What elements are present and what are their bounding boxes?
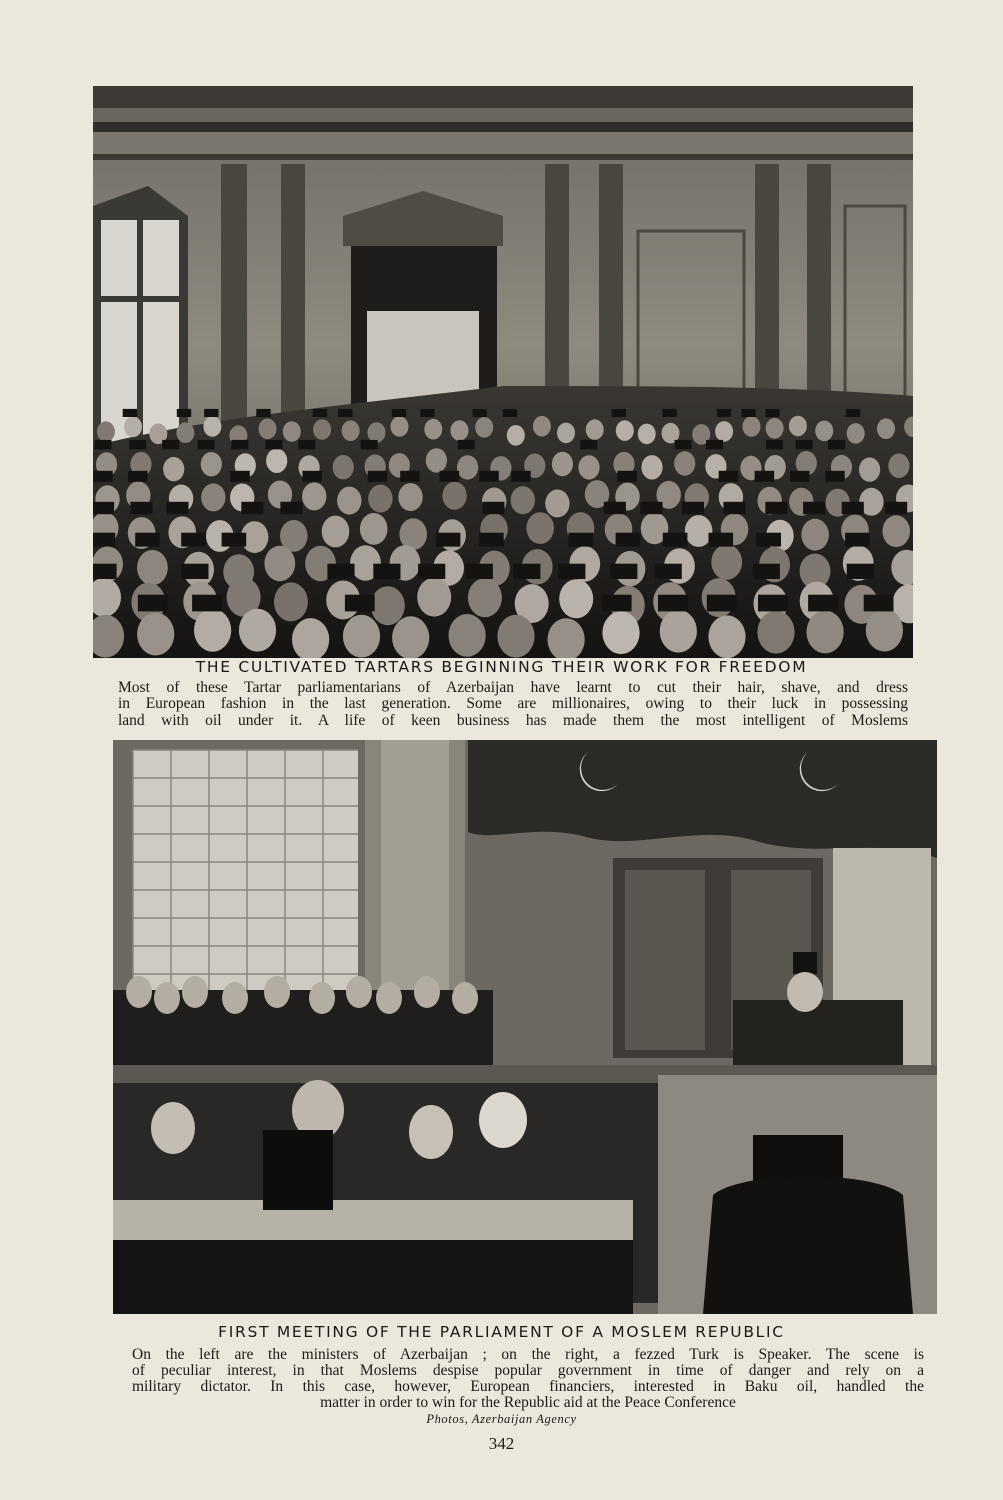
crowd-head xyxy=(426,448,447,472)
crowd-head xyxy=(203,416,221,437)
crowd-head xyxy=(660,610,697,653)
fez-hat xyxy=(256,409,270,417)
fez-hat xyxy=(790,471,810,482)
minister-head xyxy=(126,976,152,1008)
crowd-head xyxy=(766,418,784,439)
crowd-head xyxy=(545,490,569,518)
photo-tartar-parliamentarians xyxy=(93,86,913,658)
fez-hat xyxy=(418,564,445,579)
fez-hat xyxy=(400,471,420,482)
fez-hat xyxy=(707,595,737,612)
crowd-head xyxy=(391,416,409,437)
crowd-head xyxy=(333,455,354,479)
photo-1-drawing xyxy=(93,86,913,658)
fez-hat xyxy=(864,595,894,612)
fez-hat xyxy=(803,502,825,514)
fez-hat xyxy=(741,409,755,417)
crowd-head xyxy=(743,416,761,437)
fez-hat xyxy=(204,409,218,417)
fez-hat xyxy=(298,440,315,450)
crowd-head xyxy=(847,423,865,444)
figure-1-caption-line-2: in European fashion in the last generation. Some are millionaires, owing to their luck in possessing xyxy=(118,695,908,712)
crowd-head xyxy=(266,449,287,473)
fez-hat xyxy=(756,533,781,547)
crowd-head xyxy=(368,485,392,513)
crowd-head xyxy=(475,417,493,438)
fez-hat xyxy=(682,502,704,514)
crowd-head xyxy=(398,483,422,511)
crowd-head xyxy=(424,419,442,440)
fez-hat xyxy=(612,409,626,417)
fez-hat xyxy=(796,440,813,450)
fez-hat xyxy=(198,440,215,450)
fez-hat xyxy=(766,440,783,450)
minister-head xyxy=(376,982,402,1014)
fez-hat xyxy=(655,564,682,579)
crowd-head xyxy=(685,515,713,547)
fez-hat xyxy=(847,564,874,579)
fez-hat xyxy=(181,533,206,547)
crowd-head xyxy=(815,421,833,442)
crowd-head xyxy=(882,515,910,547)
crowd-head xyxy=(371,586,405,625)
crowd-head xyxy=(457,455,478,479)
photo-parliament-meeting xyxy=(113,740,937,1314)
fez-hat xyxy=(706,440,723,450)
crowd-head xyxy=(641,455,662,479)
crowd-head xyxy=(201,483,225,511)
crowd-head xyxy=(137,550,168,585)
fez-hat xyxy=(758,595,788,612)
fez-hat xyxy=(222,533,247,547)
fez-hat xyxy=(440,471,460,482)
fez-hat xyxy=(192,595,222,612)
fez-hat xyxy=(93,564,117,579)
fez-hat xyxy=(466,564,493,579)
crowd-head xyxy=(302,482,326,510)
fez-hat xyxy=(338,409,352,417)
crowd-head xyxy=(368,422,386,443)
crowd-head xyxy=(888,454,909,478)
fez-hat xyxy=(765,502,787,514)
minister-head xyxy=(222,982,248,1014)
crowd-head xyxy=(239,609,276,652)
crowd-head xyxy=(417,578,451,617)
fez-hat xyxy=(181,564,208,579)
fez-hat xyxy=(368,471,388,482)
fez-hat xyxy=(373,564,400,579)
crowd-head xyxy=(163,457,184,481)
figure-2-caption-line-1: On the left are the ministers of Azerbaijan ; on the right, a fezzed Turk is Speaker. The scene is xyxy=(132,1346,924,1363)
crowd-head xyxy=(866,609,903,652)
fez-hat xyxy=(327,564,354,579)
minister-head xyxy=(309,982,335,1014)
fez-hat xyxy=(558,564,585,579)
fez-hat xyxy=(580,440,597,450)
crowd-head xyxy=(533,416,551,437)
figure-2-caption-line-2: of peculiar interest, in that Moslems despise popular government in time of danger and rely on a xyxy=(132,1362,924,1379)
fez-hat xyxy=(230,471,250,482)
fez-hat xyxy=(842,502,864,514)
fez-hat xyxy=(846,409,860,417)
fez-hat xyxy=(266,440,283,450)
crowd-head xyxy=(526,512,554,544)
crowd-head xyxy=(497,615,534,658)
crowd-head xyxy=(451,420,469,441)
fez-hat xyxy=(479,471,499,482)
figure-1-caption-line-3: land with oil under it. A life of keen business has made them the most intelligent of Moslems xyxy=(118,712,908,729)
minister-head xyxy=(154,982,180,1014)
fez-hat xyxy=(93,533,115,547)
photo-2-drawing xyxy=(113,740,937,1314)
crowd-head xyxy=(807,611,844,654)
fez-hat xyxy=(123,409,137,417)
fez-hat xyxy=(808,595,838,612)
fez-hat xyxy=(604,502,626,514)
fez-hat xyxy=(662,409,676,417)
crowd-head xyxy=(757,611,794,654)
crowd-head xyxy=(137,613,174,656)
fez-hat xyxy=(473,409,487,417)
fez-hat xyxy=(313,409,327,417)
fez-hat xyxy=(280,502,302,514)
minister-head xyxy=(182,976,208,1008)
fez-hat xyxy=(177,409,191,417)
fez-hat xyxy=(658,595,688,612)
crowd-head xyxy=(201,452,222,476)
minister-head xyxy=(452,982,478,1014)
fez-hat xyxy=(361,440,378,450)
fez-hat xyxy=(885,502,907,514)
speaker-head xyxy=(787,972,823,1012)
fez-hat xyxy=(640,502,662,514)
fez-hat xyxy=(513,564,540,579)
crowd-head xyxy=(616,420,634,441)
crowd-head xyxy=(343,615,380,658)
fez-hat xyxy=(709,533,734,547)
fez-hat xyxy=(420,409,434,417)
fez-hat xyxy=(617,471,637,482)
speaker-fez xyxy=(793,952,817,974)
fez-hat xyxy=(95,440,112,450)
crowd-head xyxy=(322,516,350,548)
fez-hat xyxy=(392,409,406,417)
fez-hat xyxy=(755,471,775,482)
fez-hat xyxy=(569,533,594,547)
fez-hat xyxy=(719,471,739,482)
fez-hat xyxy=(93,471,113,482)
crowd-head xyxy=(360,513,388,545)
fez-hat xyxy=(753,564,780,579)
fez-hat xyxy=(482,502,504,514)
crowd-head xyxy=(97,421,115,442)
crowd-head xyxy=(557,423,575,444)
fez-hat xyxy=(231,440,248,450)
fez-hat xyxy=(162,440,179,450)
crowd-head xyxy=(578,455,599,479)
crowd-head xyxy=(859,457,880,481)
crowd-head xyxy=(313,419,331,440)
fez-hat xyxy=(663,533,688,547)
figure-2-title: FIRST MEETING OF THE PARLIAMENT OF A MOSLEM REPUBLIC xyxy=(218,1323,785,1341)
crowd-head xyxy=(877,418,895,439)
figure-1-title: THE CULTIVATED TARTARS BEGINNING THEIR WORK FOR FREEDOM xyxy=(195,658,808,676)
fez-hat xyxy=(503,409,517,417)
crowd-head xyxy=(715,421,733,442)
figure-2-caption-line-3: military dictator. In this case, however, European financiers, interested in Baku oil, handled the xyxy=(132,1378,924,1395)
crowd-head xyxy=(507,425,525,446)
crowd-head xyxy=(283,421,301,442)
fez-hat xyxy=(511,471,531,482)
crowd-head xyxy=(392,616,429,658)
fez-hat xyxy=(436,533,461,547)
fez-hat xyxy=(93,502,114,514)
minister-head xyxy=(264,976,290,1008)
crowd-head xyxy=(449,614,486,657)
fez-hat xyxy=(825,471,845,482)
crowd-head xyxy=(674,451,695,475)
crowd-head xyxy=(602,611,639,654)
minister-head xyxy=(346,976,372,1008)
fez-hat xyxy=(717,409,731,417)
crowd-head xyxy=(259,419,277,440)
figure-1-caption-line-1: Most of these Tartar parliamentarians of Azerbaijan have learnt to cut their hair, shave, and dress xyxy=(118,679,908,696)
fez-hat xyxy=(166,502,188,514)
fez-hat xyxy=(128,471,148,482)
crowd-head xyxy=(708,615,745,658)
crowd-head xyxy=(559,579,593,618)
fez-hat xyxy=(723,502,745,514)
fez-hat xyxy=(129,440,146,450)
fez-hat xyxy=(616,533,641,547)
fez-hat xyxy=(130,502,152,514)
page-number: 342 xyxy=(488,1434,515,1453)
fez-hat xyxy=(675,440,692,450)
crowd-head xyxy=(789,416,807,437)
fez-hat xyxy=(602,595,632,612)
fez-hat xyxy=(458,440,475,450)
crowd-head xyxy=(194,609,231,652)
crowd-head xyxy=(442,482,466,510)
fez-hat xyxy=(138,595,168,612)
crowd-head xyxy=(468,578,502,617)
crowd-head xyxy=(124,417,142,438)
fez-hat xyxy=(303,471,323,482)
crowd-head xyxy=(711,544,742,579)
crowd-head xyxy=(337,487,361,515)
minister-head xyxy=(414,976,440,1008)
crowd-head xyxy=(586,419,604,440)
fez-hat xyxy=(135,533,160,547)
fez-hat xyxy=(845,533,870,547)
crowd-head xyxy=(274,582,308,621)
fez-hat xyxy=(765,409,779,417)
crowd-head xyxy=(264,546,295,581)
photo-credit: Photos, Azerbaijan Agency xyxy=(426,1412,577,1426)
crowd-head xyxy=(511,486,535,514)
crowd-head xyxy=(342,420,360,441)
fez-hat xyxy=(610,564,637,579)
fez-hat xyxy=(345,595,375,612)
fez-hat xyxy=(241,502,263,514)
crowd-head xyxy=(801,519,829,551)
crowd-head xyxy=(552,452,573,476)
figure-2-caption-line-4: matter in order to win for the Republic aid at the Peace Conference xyxy=(320,1394,736,1411)
crowd-head xyxy=(638,424,656,445)
fez-hat xyxy=(479,533,504,547)
fez-hat xyxy=(828,440,845,450)
